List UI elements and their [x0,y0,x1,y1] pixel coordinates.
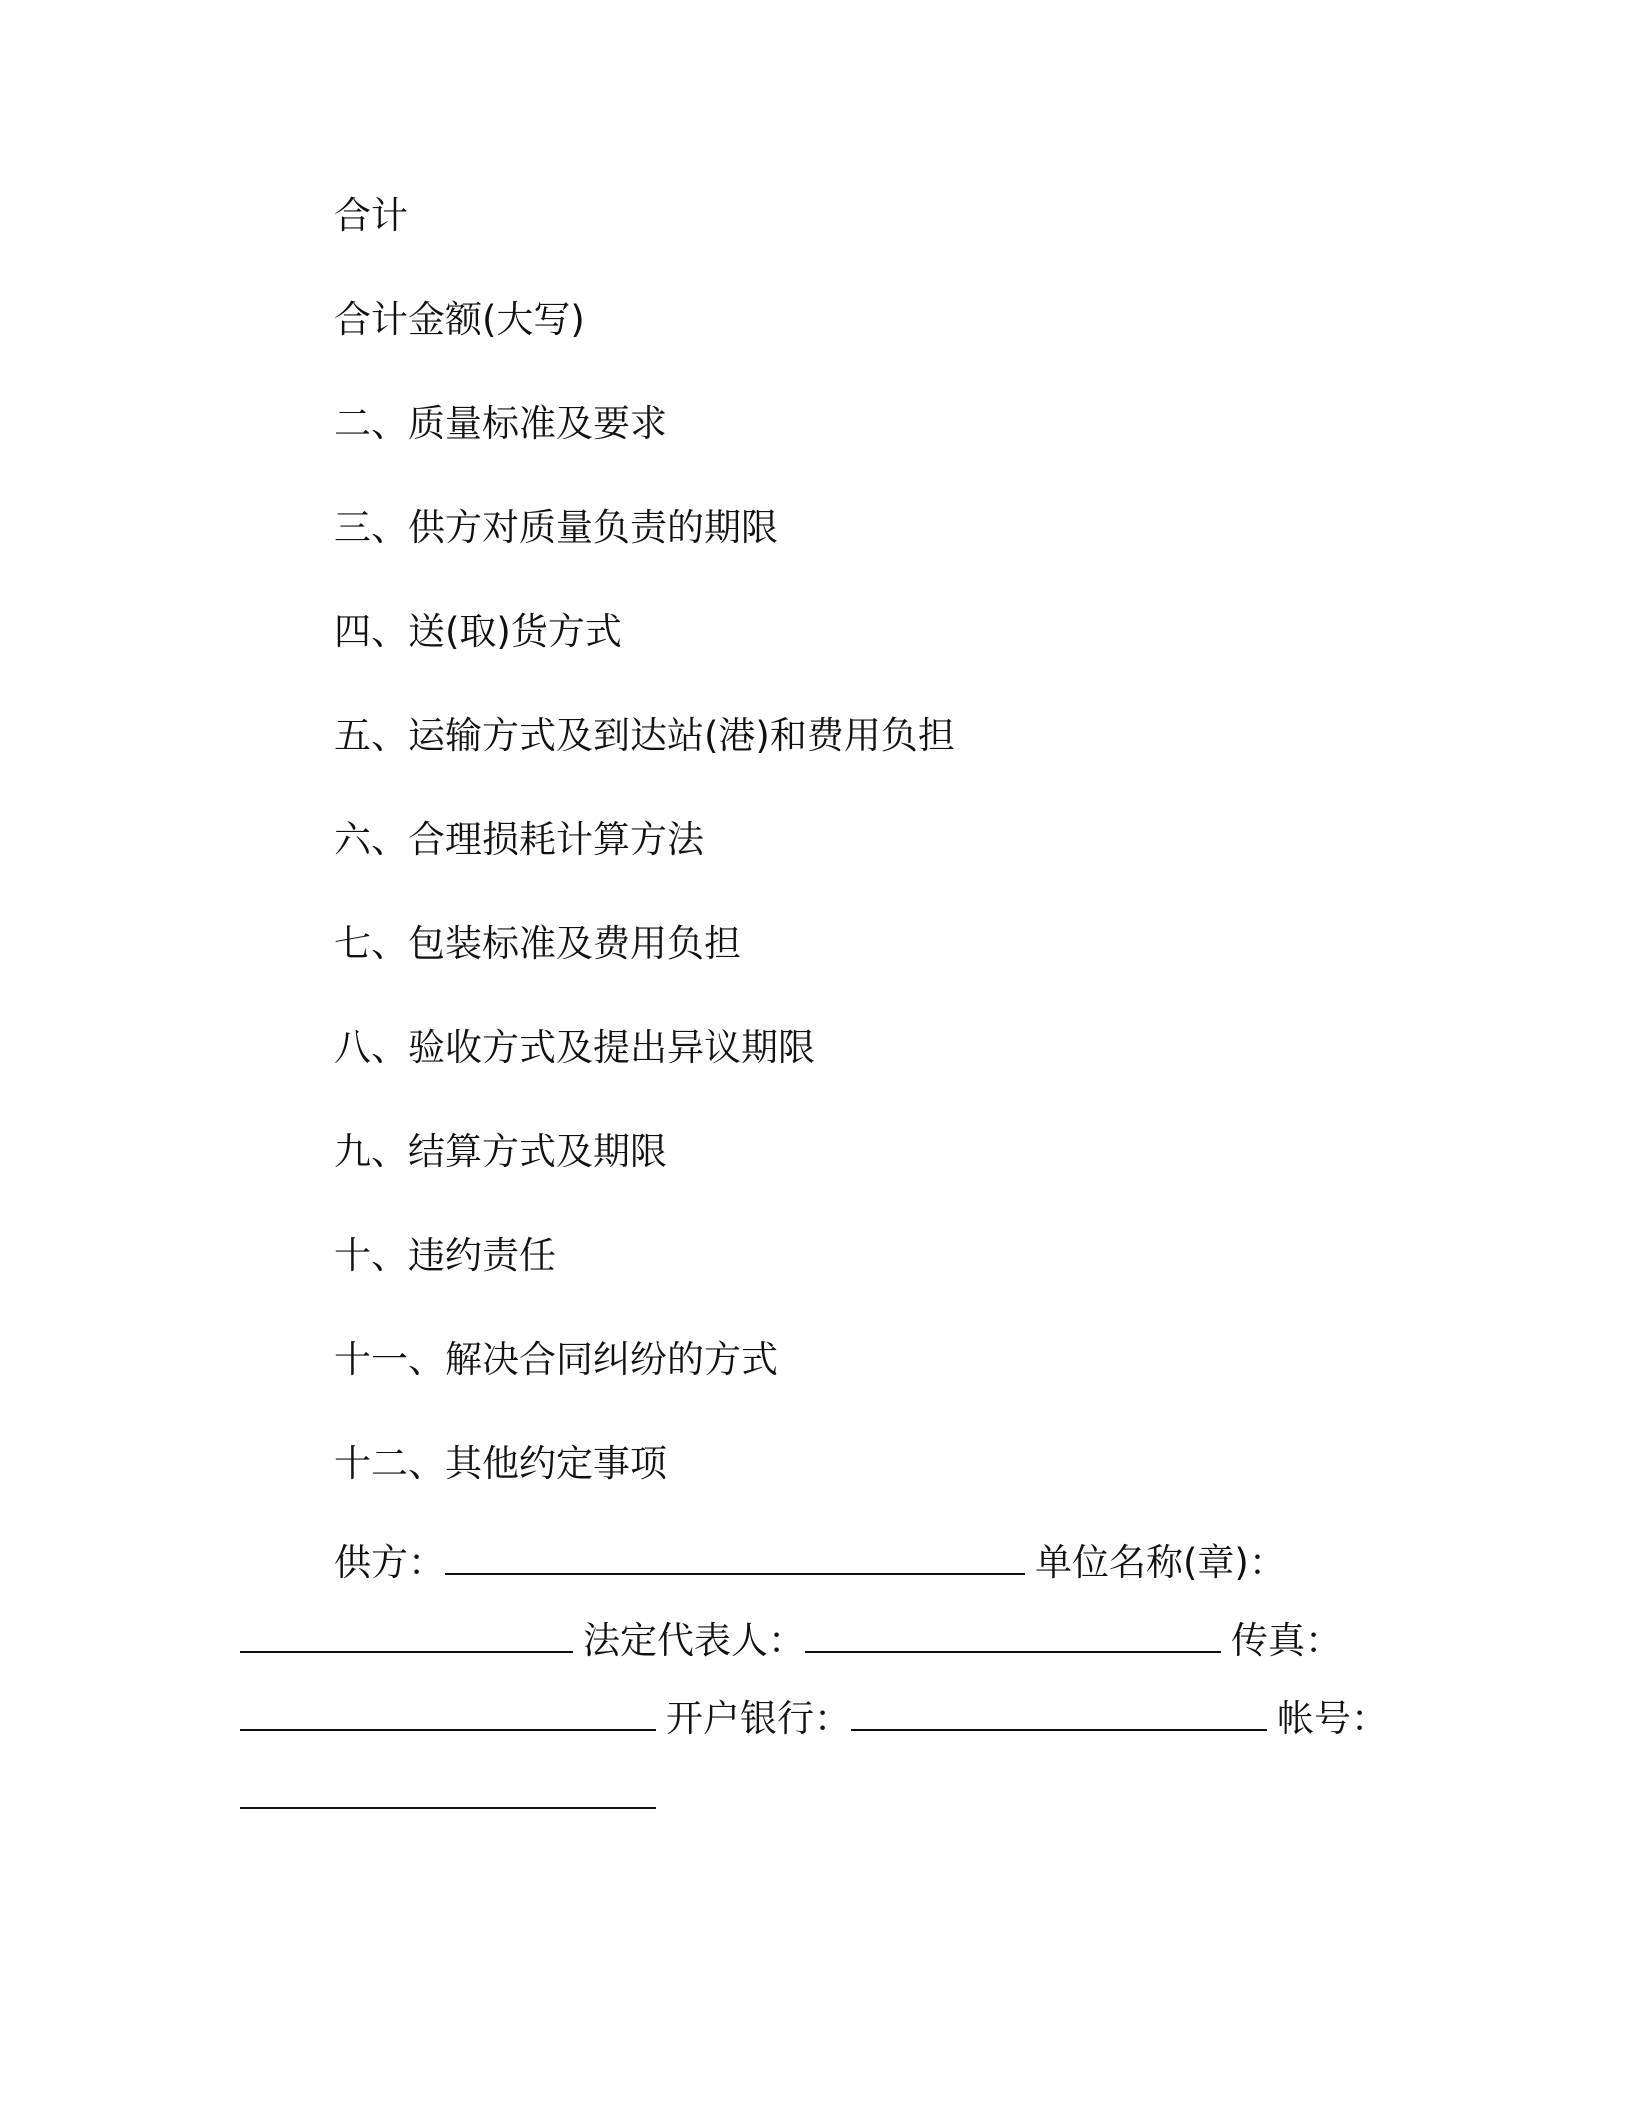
clause-settlement-method: 九、结算方式及期限 [334,1130,667,1173]
clause-packaging-standard: 七、包装标准及费用负担 [334,922,741,965]
clause-quality-standard: 二、质量标准及要求 [334,402,667,445]
legal-rep-label: 法定代表人： [583,1619,805,1662]
bank-blank [851,1695,1267,1731]
signature-line-4 [240,1771,1400,1853]
account-blank [240,1773,656,1809]
signature-line-2 [240,1615,1400,1693]
supplier-blank [445,1539,1025,1575]
account-label: 帐号： [1277,1697,1388,1740]
supplier-label: 供方： [334,1541,445,1584]
clause-dispute-resolution: 十一、解决合同纠纷的方式 [334,1338,778,1381]
fax-label: 传真： [1231,1619,1342,1662]
clause-breach-liability: 十、违约责任 [334,1234,556,1277]
clause-loss-calculation: 六、合理损耗计算方法 [334,818,704,861]
signature-line-1 [240,1537,1400,1615]
unit-name-label: 单位名称(章)： [1035,1541,1286,1584]
fax-blank [240,1695,656,1731]
clause-quality-responsibility-period: 三、供方对质量负责的期限 [334,506,778,549]
clause-other-agreements: 十二、其他约定事项 [334,1442,667,1485]
bank-label: 开户银行： [666,1697,851,1740]
clause-transport-method: 五、运输方式及到达站(港)和费用负担 [334,714,955,757]
clause-delivery-method: 四、送(取)货方式 [334,610,622,653]
unit-name-blank [240,1617,573,1653]
signature-block [240,1537,1400,1853]
contract-clause-list [334,190,955,1542]
signature-line-3 [240,1693,1400,1771]
clause-total-amount-uppercase: 合计金额(大写) [334,298,585,341]
clause-total: 合计 [334,194,408,237]
legal-rep-blank [805,1617,1221,1653]
clause-acceptance-method: 八、验收方式及提出异议期限 [334,1026,815,1069]
